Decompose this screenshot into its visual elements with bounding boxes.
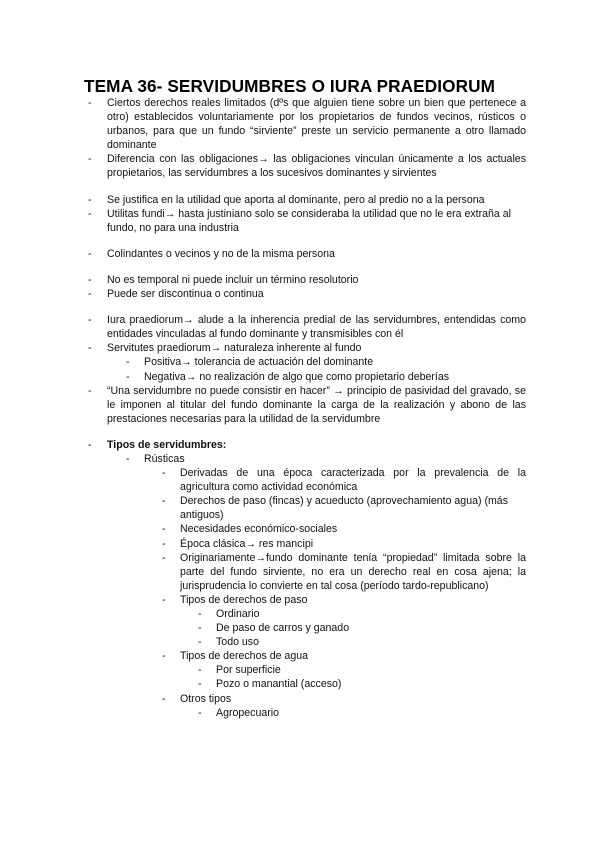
list-item-text: Servitutes praediorum→ naturaleza inherente al fundo bbox=[107, 342, 362, 355]
bullet-dash: - bbox=[198, 706, 202, 719]
bullet-dash: - bbox=[88, 193, 92, 206]
list-item bbox=[0, 313, 600, 341]
list-item-text: Diferencia con las obligaciones→ las obligaciones vinculan únicamente a los actuales propietarios, las servidumbres a los sucesivos dominantes y sirvientes bbox=[107, 153, 526, 180]
paragraph-gap bbox=[0, 181, 600, 193]
list-item bbox=[0, 522, 600, 536]
list-item bbox=[0, 607, 600, 621]
bullet-dash: - bbox=[198, 664, 202, 677]
bullet-dash: - bbox=[162, 523, 166, 536]
section-heading: Tipos de servidumbres: bbox=[107, 438, 227, 451]
list-item-text: Derechos de paso (fincas) y acueducto (aprovechamiento agua) (más antiguos) bbox=[180, 495, 508, 522]
list-item bbox=[0, 96, 600, 152]
bullet-dash: - bbox=[162, 593, 166, 606]
list-item bbox=[0, 663, 600, 677]
list-item bbox=[0, 677, 600, 691]
list-item-text: Ordinario bbox=[216, 608, 260, 620]
list-item-text: Colindantes o vecinos y no de la misma persona bbox=[107, 247, 335, 260]
list-item-text: Utilitas fundi→ hasta justiniano solo se consideraba la utilidad que no le era extraña al fundo, no para una industria bbox=[107, 207, 511, 234]
list-item-text: Por superficie bbox=[216, 664, 281, 677]
list-item-text: No es temporal ni puede incluir un término resolutorio bbox=[107, 273, 359, 286]
list-item-text: “Una servidumbre no puede consistir en hacer” → principio de pasividad del gravado, se le imponen al titular del fundo dominante la carga de la realización y abono de las prestaciones necesarias para la utilidad de la servidumbre bbox=[107, 384, 526, 425]
list-item-text: Tipos de derechos de agua bbox=[180, 650, 308, 663]
list-item bbox=[0, 287, 600, 301]
bullet-list bbox=[0, 96, 600, 720]
paragraph-gap bbox=[0, 261, 600, 273]
list-item-text: Negativa→ no realización de algo que como propietario deberías bbox=[144, 370, 450, 383]
list-item bbox=[0, 152, 600, 180]
list-item-text: Agropecuario bbox=[216, 706, 280, 719]
list-item-text: De paso de carros y ganado bbox=[216, 622, 350, 635]
bullet-dash: - bbox=[88, 273, 92, 286]
list-item-text: Puede ser discontinua o continua bbox=[107, 288, 264, 301]
bullet-dash: - bbox=[126, 452, 130, 465]
list-item-text: Necesidades económico-sociales bbox=[180, 523, 338, 536]
list-item-text: Rústicas bbox=[144, 452, 185, 465]
list-item bbox=[0, 649, 600, 663]
list-item-text: Positiva→ tolerancia de actuación del dominante bbox=[144, 356, 374, 369]
list-item bbox=[0, 341, 600, 355]
bullet-dash: - bbox=[126, 370, 130, 383]
list-item bbox=[0, 635, 600, 649]
bullet-dash: - bbox=[88, 384, 92, 397]
list-item bbox=[0, 706, 600, 720]
list-item bbox=[0, 355, 600, 369]
list-item-text: Derivadas de una época caracterizada por la prevalencia de la agricultura como actividad económica bbox=[180, 467, 526, 494]
list-item bbox=[0, 370, 600, 384]
bullet-dash: - bbox=[162, 467, 166, 480]
list-item bbox=[0, 593, 600, 607]
paragraph-gap bbox=[0, 301, 600, 313]
bullet-dash: - bbox=[88, 342, 92, 355]
bullet-dash: - bbox=[88, 247, 92, 260]
bullet-dash: - bbox=[88, 314, 92, 327]
list-item bbox=[0, 692, 600, 706]
list-item bbox=[0, 438, 600, 452]
bullet-dash: - bbox=[162, 692, 166, 705]
list-item bbox=[0, 551, 600, 593]
bullet-dash: - bbox=[88, 153, 92, 166]
bullet-dash: - bbox=[126, 356, 130, 369]
bullet-dash: - bbox=[88, 97, 92, 109]
list-item-text: Originariamente→fundo dominante tenía “propiedad” limitada sobre la parte del fundo sirviente, no era un derecho real en cosa ajena; la jurisprudencia lo convierte en tal cosa (período tardo-republicano) bbox=[180, 551, 526, 592]
list-item-text: Tipos de derechos de paso bbox=[180, 593, 308, 606]
list-item bbox=[0, 273, 600, 287]
list-item bbox=[0, 494, 600, 522]
bullet-dash: - bbox=[162, 551, 166, 564]
list-item bbox=[0, 466, 600, 494]
bullet-dash: - bbox=[162, 495, 166, 508]
list-item bbox=[0, 452, 600, 466]
bullet-dash: - bbox=[162, 537, 166, 550]
bullet-dash: - bbox=[198, 608, 202, 620]
list-item-text: Pozo o manantial (acceso) bbox=[216, 678, 342, 691]
list-item-text: Otros tipos bbox=[180, 692, 232, 705]
list-item bbox=[0, 207, 600, 235]
list-item-text: Época clásica→ res mancipi bbox=[180, 537, 314, 550]
bullet-dash: - bbox=[162, 650, 166, 663]
bullet-dash: - bbox=[88, 288, 92, 301]
bullet-dash: - bbox=[198, 678, 202, 691]
list-item-text: Iura praediorum→ alude a la inherencia predial de las servidumbres, entendidas como entidades vinculadas al fundo dominante y transmisibles con él bbox=[107, 314, 526, 341]
list-item-text: Todo uso bbox=[216, 636, 259, 649]
bullet-dash: - bbox=[88, 207, 92, 220]
list-item bbox=[0, 384, 600, 426]
list-item bbox=[0, 537, 600, 551]
list-item-text: Se justifica en la utilidad que aporta al dominante, pero al predio no a la persona bbox=[107, 193, 485, 206]
bullet-dash: - bbox=[88, 438, 92, 451]
paragraph-gap bbox=[0, 426, 600, 438]
list-item bbox=[0, 621, 600, 635]
page-title: TEMA 36- SERVIDUMBRES O IURA PRAEDIORUM bbox=[84, 76, 496, 96]
paragraph-gap bbox=[0, 235, 600, 247]
list-item bbox=[0, 193, 600, 207]
bullet-dash: - bbox=[198, 636, 202, 649]
bullet-dash: - bbox=[198, 622, 202, 635]
list-item-text: Ciertos derechos reales limitados (dºs que alguien tiene sobre un bien que pertenece a otro) establecidos voluntariamente por los propietarios de fundos vecinos, rústicos o urbanos, para que un fundo “sirviente” preste un servicio permanente a otro llamado dominante bbox=[107, 97, 526, 152]
list-item bbox=[0, 247, 600, 261]
